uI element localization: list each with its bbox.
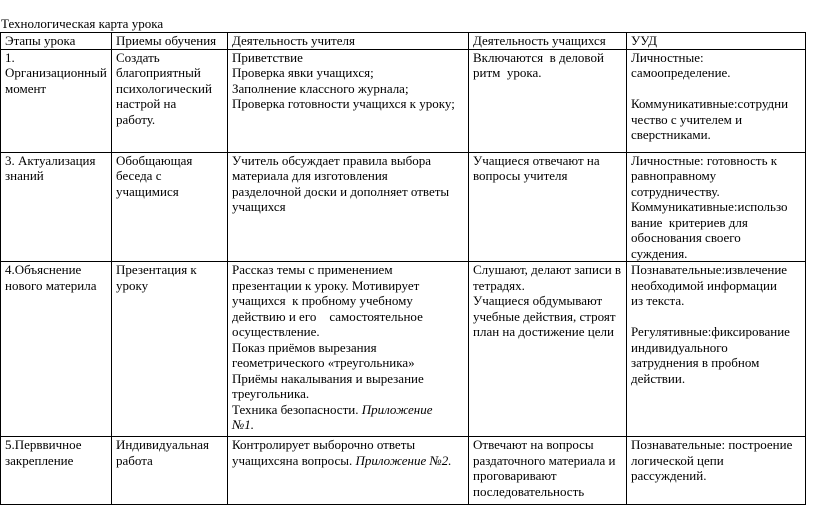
table-row [1, 262, 806, 437]
student-activity-cell: Отвечают на вопросы раздаточного материала и проговаривают последовательность [469, 437, 627, 505]
uud-cell: Личностные: самоопределение. Коммуникативные:сотрудни чество с учителем и сверстниками. [627, 49, 806, 152]
header-student-activity: Деятельность учащихся [469, 33, 627, 50]
appendix-number: №1. [232, 417, 255, 432]
methods-cell: Индивидуальная работа [112, 437, 228, 505]
table-header-row [1, 33, 806, 50]
header-teacher-activity: Деятельность учителя [228, 33, 469, 50]
stage-cell: 5.Перввичное закрепление [1, 437, 112, 505]
header-methods: Приемы обучения [112, 33, 228, 50]
teacher-activity-cell: Приветствие Проверка явки учащихся; Заполнение классного журнала; Проверка готовности учащихся к уроку; [228, 49, 469, 152]
methods-cell: Презентация к уроку [112, 262, 228, 437]
table-row [1, 437, 806, 505]
header-stage: Этапы урока [1, 33, 112, 50]
safety-text: Техника безопасности. [232, 401, 359, 417]
student-activity-cell: Включаются в деловой ритм урока. [469, 49, 627, 152]
table-row [1, 49, 806, 152]
stage-cell: 3. Актуализация знаний [1, 152, 112, 262]
uud-cell: Познавательные: построение логической цепи рассуждений. [627, 437, 806, 505]
uud-cell: Познавательные:извлечение необходимой информации из текста. Регулятивные:фиксирование индивидуального затруднения в пробном действии. [627, 262, 806, 437]
header-uud: УУД [627, 33, 806, 50]
table-row [1, 152, 806, 262]
document-title: Технологическая карта урока [1, 16, 164, 31]
student-activity-cell: Слушают, делают записи в тетрадях. Учащиеся обдумывают учебные действия, строят план на достижение цели [469, 262, 627, 437]
lesson-plan-table [0, 32, 806, 505]
methods-cell: Создать благоприятный психологический настрой на работу. [112, 49, 228, 152]
stage-cell: 4.Объяснение нового материла [1, 262, 112, 437]
appendix-ref: Приложение [358, 401, 433, 417]
teacher-activity-cell: Рассказ темы с применением презентации к уроку. Мотивирует учащихся к пробному учебному действию и его самостоятельное осуществление. Показ приёмов вырезания геометрического «треугольника» Приёмы накалывания и вырезание треугольника. Техника безопасности. Приложение №1. [228, 262, 469, 437]
teacher-activity-cell: Контролирует выборочно ответы учащихсяна вопросы. Приложение №2. [228, 437, 469, 505]
appendix-ref: Приложение №2. [352, 452, 452, 468]
uud-cell: Личностные: готовность к равноправному сотрудничеству. Коммуникативные:использо вание критериев для обоснования своего суждения. [627, 152, 806, 262]
stage-cell: 1. Организационный момент [1, 49, 112, 152]
teacher-activity-cell: Учитель обсуждает правила выбора материала для изготовления разделочной доски и дополняет ответы учащихся [228, 152, 469, 262]
student-activity-cell: Учащиеся отвечают на вопросы учителя [469, 152, 627, 262]
methods-cell: Обобщающая беседа с учащимися [112, 152, 228, 262]
